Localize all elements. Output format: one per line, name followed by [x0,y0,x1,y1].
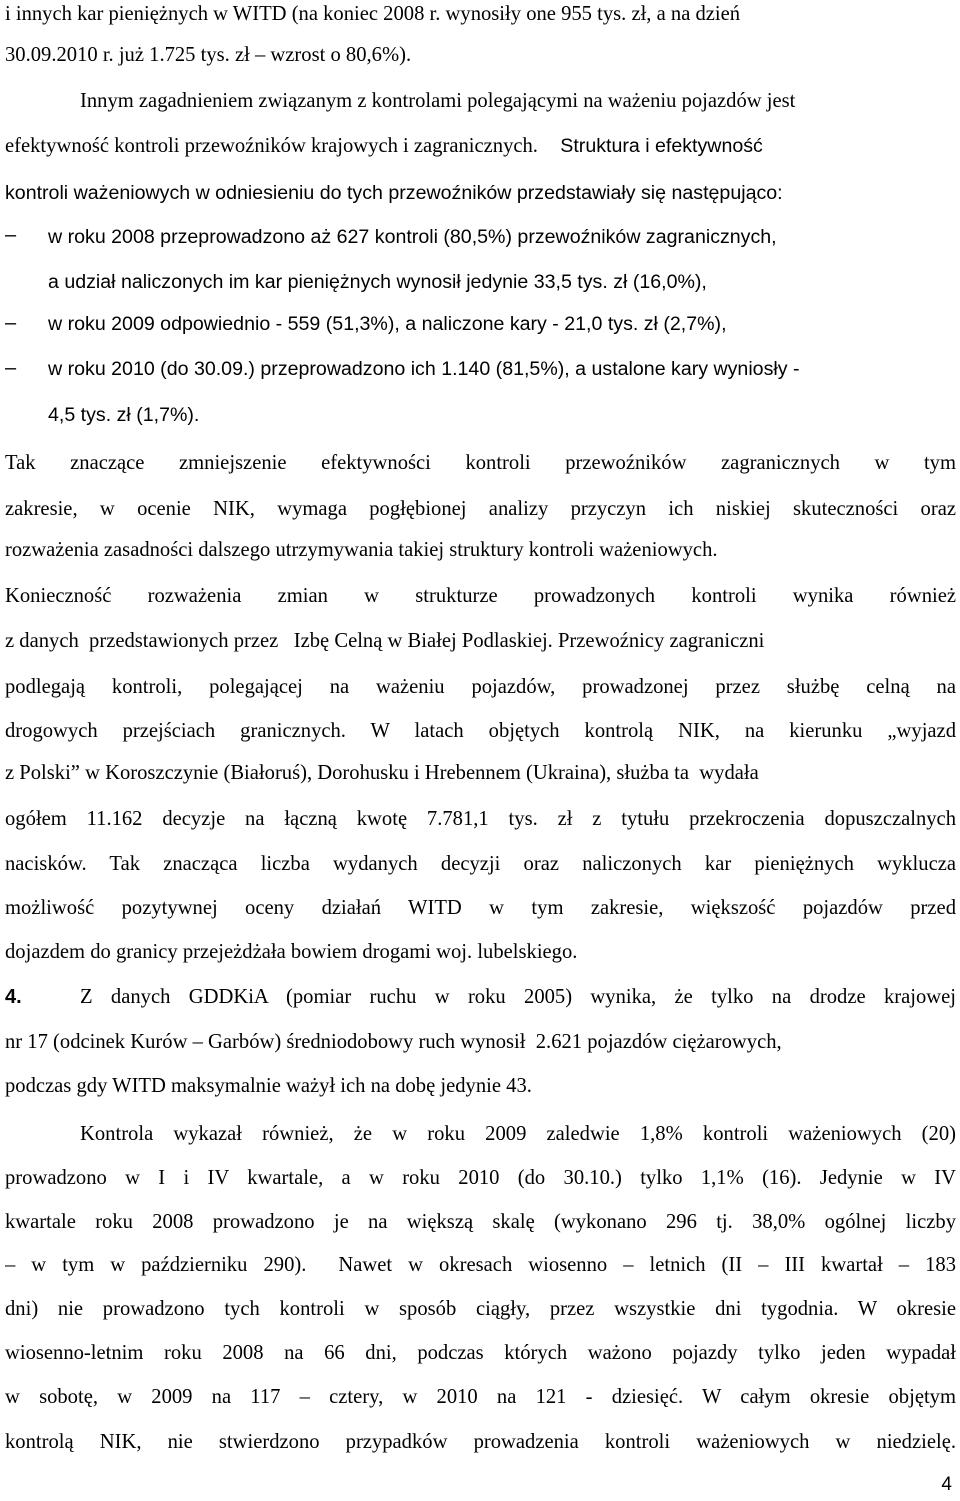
text-line: z danych przedstawionych przez Izbę Celną w Białej Podlaskiej. Przewoźnicy zagraniczni [5,630,765,652]
text-line: w sobotę, w 2009 na 117 – cztery, w 2010 na 121 - dziesięć. W całym okresie objętym [5,1386,956,1408]
text-line: ogółem 11.162 decyzje na łączną kwotę 7.781,1 tys. zł z tytułu przekroczenia dopuszczalnych [5,808,956,830]
text-line: – w tym w październiku 290). Nawet w okresach wiosenno – letnich (II – III kwartał – 183 [5,1254,956,1276]
text-line: Kontrola wykazał również, że w roku 2009 zaledwie 1,8% kontroli ważeniowych (20) [80,1123,956,1145]
text-line: podczas gdy WITD maksymalnie ważył ich na dobę jedynie 43. [5,1075,532,1097]
text-line: dojazdem do granicy przejeżdżała bowiem drogami woj. lubelskiego. [5,941,578,963]
text-line: prowadzono w I i IV kwartale, a w roku 2010 (do 30.10.) tylko 1,1% (16). Jedynie w IV [5,1167,956,1189]
list-dash: – [5,224,17,246]
text-line: nr 17 (odcinek Kurów – Garbów) średniodobowy ruch wynosił 2.621 pojazdów ciężarowych, [5,1031,782,1053]
list-item-line: w roku 2009 odpowiednio - 559 (51,3%), a naliczone kary - 21,0 tys. zł (2,7%), [48,313,727,335]
text-line: Tak znaczące zmniejszenie efektywności kontroli przewoźników zagranicznych w tym [5,452,956,474]
text-line: Innym zagadnieniem związanym z kontrolami polegającymi na ważeniu pojazdów jest [80,90,796,112]
text-line: podlegają kontroli, polegającej na ważeniu pojazdów, prowadzonej przez służbę celną na [5,676,956,698]
list-dash: – [5,357,17,379]
text-line [5,123,956,169]
text-line: Z danych GDDKiA (pomiar ruchu w roku 2005) wynika, że tylko na drodze krajowej [80,986,956,1008]
list-item-line: w roku 2008 przeprowadzono aż 627 kontroli (80,5%) przewoźników zagranicznych, [48,226,777,248]
list-item-line: a udział naliczonych im kar pieniężnych wynosił jedynie 33,5 tys. zł (16,0%), [48,271,707,293]
list-item-line: 4,5 tys. zł (1,7%). [48,404,200,426]
text-line: nacisków. Tak znacząca liczba wydanych decyzji oraz naliczonych kar pieniężnych wyklucza [5,853,956,875]
text-line: kwartale roku 2008 prowadzono je na większą skalę (wykonano 296 tj. 38,0% ogólnej liczby [5,1211,956,1233]
section-number: 4. [5,986,22,1008]
page-number: 4 [941,1474,952,1495]
text-segment-sans: Struktura i efektywność [560,135,763,157]
text-line: kontroli ważeniowych w odniesieniu do tych przewoźników przedstawiały się następująco: [5,182,783,204]
text-line: rozważenia zasadności dalszego utrzymywania takiej struktury kontroli ważeniowych. [5,539,718,561]
text-line: zakresie, w ocenie NIK, wymaga pogłębionej analizy przyczyn ich niskiej skuteczności oraz [5,498,956,520]
text-line: dni) nie prowadzono tych kontroli w sposób ciągły, przez wszystkie dni tygodnia. W okresie [5,1298,956,1320]
text-line: 30.09.2010 r. już 1.725 tys. zł – wzrost o 80,6%). [5,44,412,66]
text-line: wiosenno-letnim roku 2008 na 66 dni, podczas których ważono pojazdy tylko jeden wypadał [5,1342,956,1364]
text-segment: efektywność kontroli przewoźników krajowych i zagranicznych. [5,135,538,157]
text-line: drogowych przejściach granicznych. W latach objętych kontrolą NIK, na kierunku „wyjazd [5,720,956,742]
list-item-line: w roku 2010 (do 30.09.) przeprowadzono ich 1.140 (81,5%), a ustalone kary wyniosły - [48,358,800,380]
text-line: Konieczność rozważenia zmian w strukturze prowadzonych kontroli wynika również [5,585,956,607]
text-line: i innych kar pieniężnych w WITD (na koniec 2008 r. wynosiły one 955 tys. zł, a na dzień [5,3,741,25]
list-dash: – [5,312,17,334]
text-line: możliwość pozytywnej oceny działań WITD w tym zakresie, większość pojazdów przed [5,897,956,919]
text-line: z Polski” w Koroszczynie (Białoruś), Dorohusku i Hrebennem (Ukraina), służba ta wydała [5,762,759,784]
text-line: kontrolą NIK, nie stwierdzono przypadków prowadzenia kontroli ważeniowych w niedzielę. [5,1431,956,1453]
